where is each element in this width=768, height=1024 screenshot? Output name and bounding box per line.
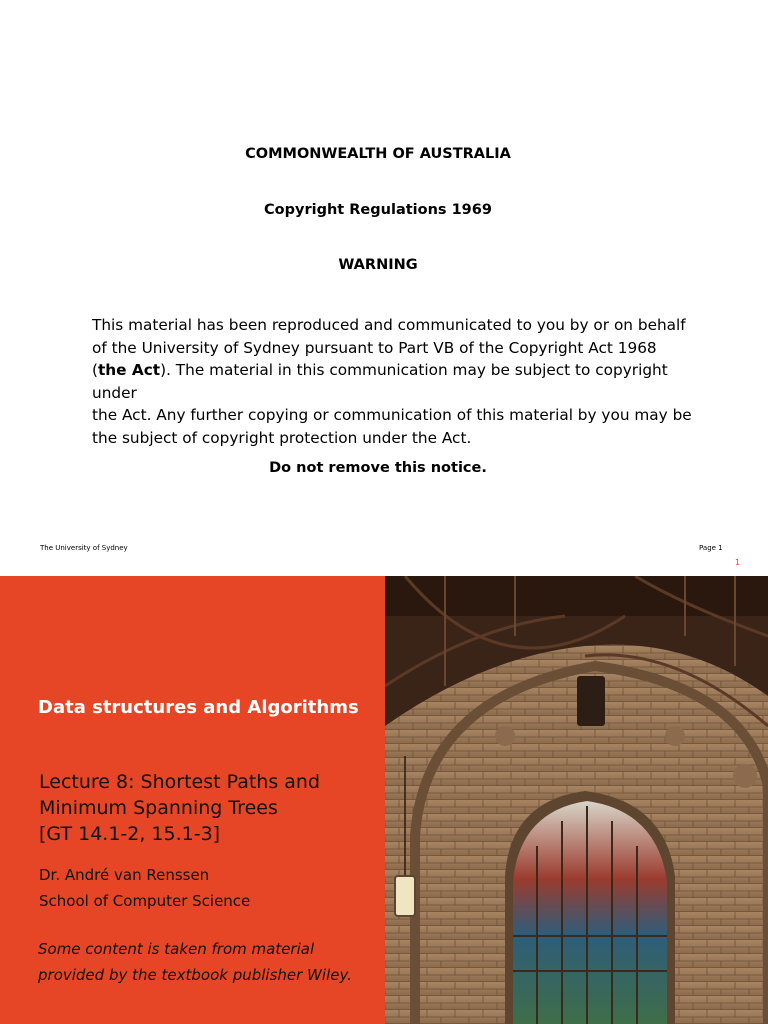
page-number: 1 [735, 558, 741, 567]
body-the-act: the Act [97, 361, 161, 379]
department: School of Computer Science [39, 892, 251, 910]
footer-page-label: Page 1 [699, 544, 723, 552]
body-line-1: This material has been reproduced and communicated to you by or on behalf [92, 316, 686, 334]
body-line-4: the Act. Any further copying or communication of this material by you may be [92, 406, 692, 424]
author-block [39, 862, 250, 914]
lecture-title [39, 769, 369, 847]
source-note-line-2: provided by the textbook publisher Wiley. [38, 966, 352, 984]
course-title: Data structures and Algorithms [38, 697, 359, 718]
do-not-remove-notice: Do not remove this notice. [269, 460, 487, 476]
body-line-5: the subject of copyright protection under the Act. [92, 428, 472, 447]
author-name: Dr. André van Renssen [39, 866, 210, 884]
title-slide [0, 576, 768, 1024]
body-line-2: of the University of Sydney pursuant to Part VB of the Copyright Act 1968 [92, 338, 657, 357]
source-note [38, 936, 378, 988]
lecture-line-1: Lecture 8: Shortest Paths and [39, 771, 321, 793]
warning-heading: WARNING [338, 257, 418, 273]
regulations-heading: Copyright Regulations 1969 [264, 202, 492, 218]
lecture-line-2: Minimum Spanning Trees [39, 797, 278, 819]
great-hall-photo [385, 576, 768, 1024]
source-note-line-1: Some content is taken from material [38, 940, 315, 958]
title-panel [0, 576, 385, 1024]
body-line-3: . The material in this communication may be subject to copyright under [92, 361, 668, 402]
lecture-line-3: [GT 14.1-2, 15.1-3] [39, 823, 221, 845]
notice-body: This material has been reproduced and communicated to you by or on behalf of the University of Sydney pursuant to Part VB of the Copyright Act 1968 (the Act). The material in this communication may be subject to copyright under the Act. Any further copying or communication of this material by you may be the subject of copyright protection under the Act. [92, 316, 692, 447]
notice-title: COMMONWEALTH OF AUSTRALIA [245, 146, 511, 162]
footer-university: The University of Sydney [40, 544, 128, 552]
